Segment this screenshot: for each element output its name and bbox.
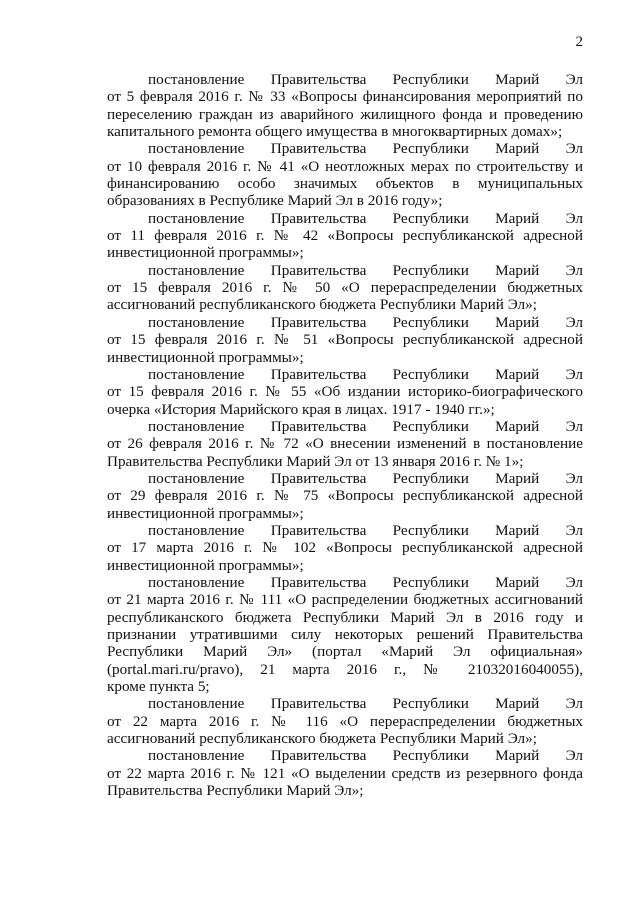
paragraph-line: переселению граждан из аварийного жилищного фонда и проведению [107,105,583,123]
decree-paragraph [107,366,583,418]
paragraph-line: инвестиционной программы»; [107,556,304,574]
paragraph-line: Правительства Республики Марий Эл от 13 января 2016 г. № 1»; [107,452,524,470]
paragraph-line: финансированию особо значимых объектов в муниципальных [107,175,583,193]
decree-paragraph [107,262,583,314]
decree-paragraph [107,210,583,262]
paragraph-line: от 22 марта 2016 г. № 121 «О выделении средств из резервного фонда [107,764,583,782]
paragraph-line: очерка «История Марийского края в лицах. 1917 - 1940 гг.»; [107,400,495,418]
paragraph-line: от 17 марта 2016 г. № 102 «Вопросы республиканской адресной [107,539,583,557]
paragraph-line: постановление Правительства Республики Марий Эл [148,469,583,487]
paragraph-line: постановление Правительства Республики Марий Эл [148,71,583,88]
paragraph-line: от 5 февраля 2016 г. № 33 «Вопросы финансирования мероприятий по [107,88,583,106]
paragraph-line: от 15 февраля 2016 г. № 55 «Об издании историко-биографического [107,383,583,401]
paragraph-line: от 15 февраля 2016 г. № 51 «Вопросы республиканской адресной [107,331,583,349]
paragraph-line: признании утратившими силу некоторых решений Правительства [107,626,583,643]
paragraph-line: постановление Правительства Республики Марий Эл [148,140,583,158]
paragraph-line: инвестиционной программы»; [107,244,304,262]
paragraph-line: постановление Правительства Республики Марий Эл [148,417,583,435]
document-body [107,71,583,799]
decree-paragraph [107,522,583,574]
paragraph-line: ассигнований республиканского бюджета Республики Марий Эл»; [107,730,537,748]
decree-paragraph [107,314,583,366]
paragraph-line: от 29 февраля 2016 г. № 75 «Вопросы республиканской адресной [107,487,583,505]
paragraph-line: постановление Правительства Республики Марий Эл [148,313,583,331]
paragraph-line: постановление Правительства Республики Марий Эл [148,573,583,591]
paragraph-line: от 10 февраля 2016 г. № 41 «О неотложных мерах по строительству и [107,157,583,175]
paragraph-line: (portal.mari.ru/pravo), 21 марта 2016 г., № 21032016040055), [107,660,583,678]
paragraph-line: инвестиционной программы»; [107,504,304,522]
paragraph-line: от 22 марта 2016 г. № 116 «О перераспределении бюджетных [107,712,583,730]
paragraph-line: постановление Правительства Республики Марий Эл [148,521,583,539]
paragraph-line: постановление Правительства Республики Марий Эл [148,261,583,279]
paragraph-line: от 26 февраля 2016 г. № 72 «О внесении изменений в постановление [107,435,583,453]
paragraph-line: от 11 февраля 2016 г. № 42 «Вопросы республиканской адресной [107,227,583,245]
paragraph-line: постановление Правительства Республики Марий Эл [148,209,583,227]
paragraph-line: образованиях в Республике Марий Эл в 2016 году»; [107,192,443,210]
paragraph-line: республиканского бюджета Республики Марий Эл в 2016 году и [107,608,583,626]
decree-paragraph [107,747,583,799]
paragraph-line: от 15 февраля 2016 г. № 50 «О перераспределении бюджетных [107,279,583,297]
decree-paragraph [107,695,583,747]
decree-paragraph [107,574,583,695]
paragraph-line: ассигнований республиканского бюджета Республики Марий Эл»; [107,296,537,314]
paragraph-line: Республики Марий Эл» (портал «Марий Эл официальная» [107,643,583,661]
paragraph-line: Правительства Республики Марий Эл»; [107,782,364,800]
paragraph-line: постановление Правительства Республики Марий Эл [148,695,583,713]
paragraph-line: инвестиционной программы»; [107,348,304,366]
decree-paragraph [107,418,583,470]
paragraph-line: постановление Правительства Республики Марий Эл [148,365,583,383]
decree-paragraph [107,470,583,522]
paragraph-line: от 21 марта 2016 г. № 111 «О распределении бюджетных ассигнований [107,591,583,609]
paragraph-line: капитального ремонта общего имущества в многоквартирных домах»; [107,123,563,141]
decree-paragraph [107,140,583,209]
page-number: 2 [575,34,583,50]
paragraph-line: кроме пункта 5; [107,678,210,696]
decree-paragraph [107,71,583,140]
paragraph-line: постановление Правительства Республики Марий Эл [148,747,583,765]
